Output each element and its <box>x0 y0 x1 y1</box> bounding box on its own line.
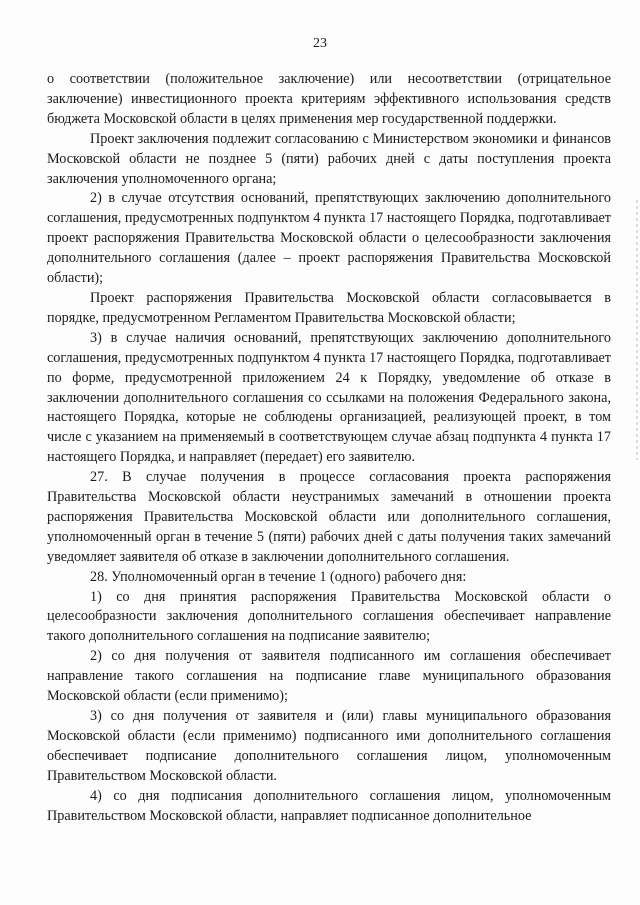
page-number: 23 <box>313 36 327 51</box>
paragraph-clause-28-item-3: 3) со дня получения от заявителя и (или) главы муниципального образования Московской области (если применимо) подписанного ими дополнительного соглашения обеспечивает подписание дополнительного соглашения лицом, уполномоченным Правительством Московской области. <box>47 708 611 784</box>
paragraph-clause-28-item-2: 2) со дня получения от заявителя подписанного им соглашения обеспечивает направление такого соглашения на подписание главе муниципального образования Московской области (если применимо); <box>47 648 611 705</box>
paragraph-clause-27: 27. В случае получения в процессе согласования проекта распоряжения Правительства Московской области неустранимых замечаний в отношении проекта распоряжения Правительства Московской области или дополнительного соглашения, уполномоченный орган в течение 5 (пяти) рабочих дней с даты получения таких замечаний уведомляет заявителя об отказе в заключении дополнительного соглашения. <box>47 469 611 565</box>
paragraph-continuation: о соответствии (положительное заключение) или несоответствии (отрицательное заключение) инвестиционного проекта критериям эффективного использования средств бюджета Московской области в целях применения мер государственной поддержки. <box>47 71 611 127</box>
paragraph-item-3: 3) в случае наличия оснований, препятствующих заключению дополнительного соглашения, предусмотренных подпунктом 4 пункта 17 настоящего Порядка, подготавливает по форме, предусмотренной приложением 24 к Порядку, уведомление об отказе в заключении дополнительного соглашения со ссылками на положения Федерального закона, настоящего Порядка, которые не соблюдены организацией, реализующей проект, в том числе с указанием на применяемый в соответствующем случае абзац подпункта 4 пункта 17 настоящего Порядка, и направляет (передает) его заявителю. <box>47 329 611 466</box>
paragraph-clause-28-item-1: 1) со дня принятия распоряжения Правительства Московской области о целесообразности заключения дополнительного соглашения обеспечивает направление такого дополнительного соглашения на подписание заявителю; <box>47 588 611 645</box>
paragraph-clause-28-item-4: 4) со дня подписания дополнительного соглашения лицом, уполномоченным Правительством Московской области, направляет подписанное дополнительное <box>47 787 611 824</box>
scan-edge-mark <box>636 200 638 460</box>
paragraph-item-2: 2) в случае отсутствия оснований, препятствующих заключению дополнительного соглашения, предусмотренных подпунктом 4 пункта 17 настоящего Порядка, подготавливает проект распоряжения Правительства Московской области о целесообразности заключения дополнительного соглашения (далее – проект распоряжения Правительства Московской области); <box>47 190 611 287</box>
document-body <box>47 70 611 826</box>
paragraph-regulation-note: Проект распоряжения Правительства Московской области согласовывается в порядке, предусмотренном Регламентом Правительства Московской области; <box>47 289 611 326</box>
paragraph-approval-note: Проект заключения подлежит согласованию с Министерством экономики и финансов Московской области не позднее 5 (пяти) рабочих дней с даты поступления проекта заключения уполномоченного органа; <box>47 130 611 187</box>
paragraph-clause-28: 28. Уполномоченный орган в течение 1 (одного) рабочего дня: <box>90 568 467 585</box>
